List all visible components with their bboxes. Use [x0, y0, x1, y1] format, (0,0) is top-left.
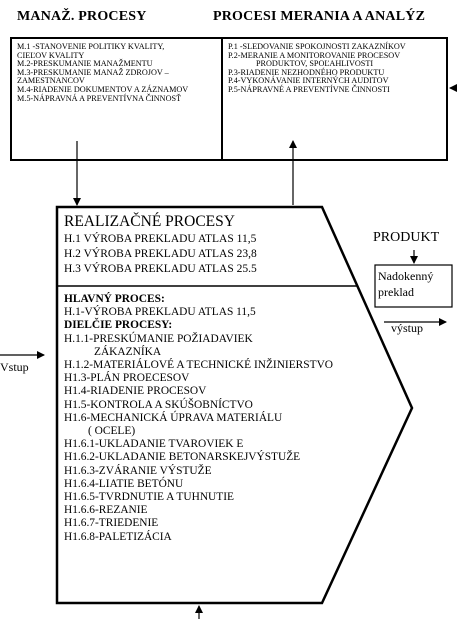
- management-item: M.4-RIADENIE DOKUMENTOV A ZÁZNAMOV: [17, 84, 189, 94]
- sub-process-item: H1.6.5-TVRDNUTIE A TUHNUTIE: [64, 491, 234, 504]
- sub-process-item: H1.6.2-UKLADANIE BETONARSKEJVÝSTUŽE: [64, 451, 301, 464]
- management-item: M.1 -STANOVENIE POLITIKY KVALITY,: [17, 42, 165, 51]
- sub-process-item: H1.5-KONTROLA A SKÚŠOBNÍCTVO: [64, 398, 253, 411]
- product-name-line: Nadokenný: [378, 269, 434, 283]
- management-item: ZAMESTNANCOV: [17, 76, 85, 86]
- main-process-title: HLAVNÝ PROCES:: [64, 293, 165, 305]
- sub-process-item: H1.6.1-UKLADANIE TVAROVIEK E: [64, 438, 244, 451]
- measurement-header: PROCESI MERANIA A ANALÝZ: [213, 9, 426, 24]
- sub-process-item: H1.6.7-TRIEDENIE: [64, 517, 159, 530]
- main-process-block: [64, 293, 333, 544]
- sub-process-item: H.1.2-MATERIÁLOVÉ A TECHNICKÉ INŽINIERSTVO: [64, 359, 334, 372]
- sub-process-item: H1.6.8-PALETIZÁCIA: [64, 530, 172, 543]
- sub-process-item: H1.6-MECHANICKÁ ÚPRAVA MATERIÁLU: [64, 411, 283, 424]
- realization-item: H.2 VÝROBA PREKLADU ATLAS 23,8: [64, 247, 257, 260]
- measurement-item: P.4-VYKONÁVANIE INTERNÝCH AUDITOV: [228, 76, 389, 86]
- sub-process-item: H1.3-PLÁN PROECESOV: [64, 372, 190, 385]
- realization-item: H.3 VÝROBA PREKLADU ATLAS 25.5: [64, 262, 257, 275]
- measurement-item: P.5-NÁPRAVNÉ A PREVENTÍVNE ČINNOSTI: [228, 84, 390, 94]
- management-item: M.3-PRESKUMANIE MANAŽ ZDROJOV –: [17, 67, 169, 77]
- main-process-item: H.1-VÝROBA PREKLADU ATLAS 11,5: [64, 306, 256, 319]
- realization-list: [64, 232, 257, 276]
- input-label: Vstup: [0, 360, 29, 374]
- management-item: CIEĽOV KVALITY: [17, 50, 85, 60]
- measurement-item: PRODUKTOV, SPOĽAHLIVOSTI: [256, 59, 374, 69]
- management-header: MANAŽ. PROCESY: [17, 9, 147, 24]
- sub-processes-title: DIELČIE PROCESY:: [64, 319, 173, 332]
- output-label: výstup: [391, 321, 424, 335]
- sub-process-item: ( OCELE): [88, 425, 136, 438]
- measurement-item: P.3-RIADENIE NEZHODNÉHO PRODUKTU: [228, 67, 385, 77]
- management-item: M.5-NÁPRAVNÁ A PREVENTÍVNA ČINNOSŤ: [17, 93, 182, 103]
- realization-title: REALIZAČNÉ PROCESY: [64, 213, 235, 230]
- sub-process-item: H1.6.4-LIATIE BETÓNU: [64, 477, 184, 490]
- sub-process-item: H1.6.3-ZVÁRANIE VÝSTUŽE: [64, 464, 212, 477]
- sub-process-item: H1.6.6-REZANIE: [64, 504, 148, 517]
- sub-process-item: H1.4-RIADENIE PROCESOV: [64, 385, 207, 398]
- product-name-line: preklad: [378, 285, 414, 299]
- measurement-item: P.2-MERANIE A MONITOROVANIE PROCESOV: [228, 50, 401, 60]
- product-label: PRODUKT: [373, 230, 440, 245]
- sub-process-item: H.1.1-PRESKÚMANIE POŽIADAVIEK: [64, 332, 253, 345]
- measurement-item: P.1 -SLEDOVANIE SPOKOJNOSTI ZAKAZNÍKOV: [228, 42, 406, 51]
- realization-item: H.1 VÝROBA PREKLADU ATLAS 11,5: [64, 233, 257, 245]
- product-name: [378, 268, 433, 300]
- management-item: M.2-PRESKUMANIE MANAŽMENTU: [17, 59, 153, 69]
- sub-process-item: ZÁKAZNÍKA: [94, 345, 162, 358]
